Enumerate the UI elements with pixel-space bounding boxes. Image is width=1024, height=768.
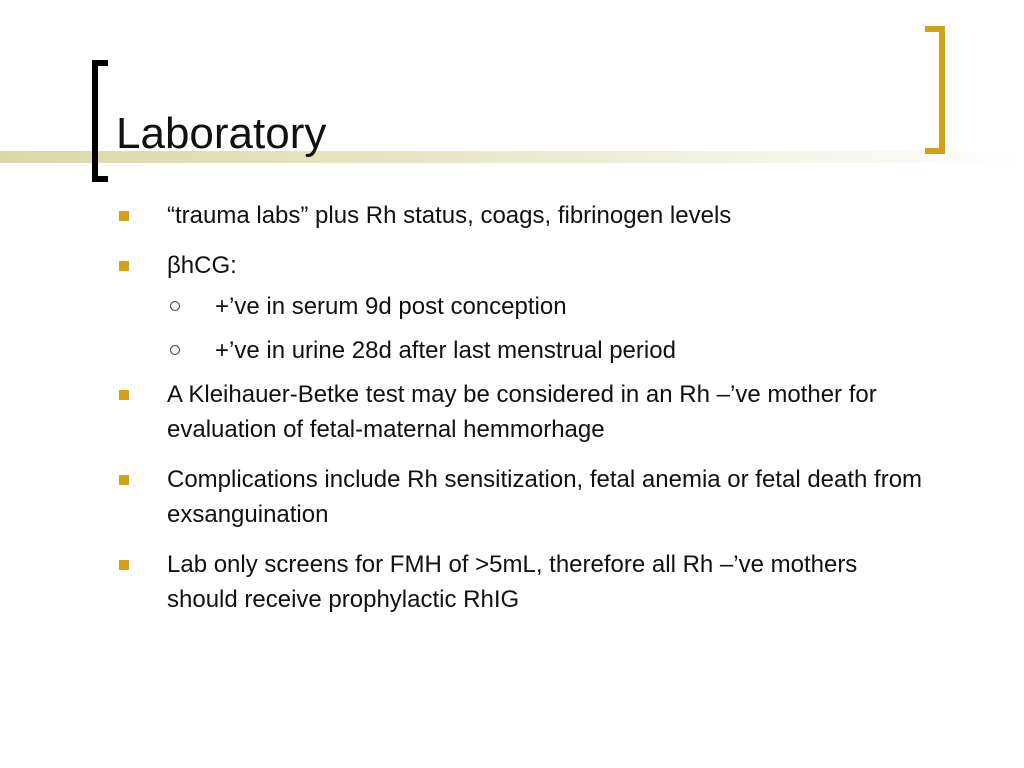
bullet-text: Lab only screens for FMH of >5mL, therefore all Rh –’ve mothers should receive prophylactic RhIG — [167, 551, 858, 613]
bullet-item — [114, 377, 934, 447]
sub-bullet-item — [167, 333, 934, 368]
bullet-text: “trauma labs” plus Rh status, coags, fibrinogen levels — [167, 202, 732, 229]
hollow-circle-bullet-icon — [170, 345, 180, 355]
square-bullet-icon — [119, 261, 129, 271]
left-bracket-decoration — [92, 60, 108, 182]
slide-title: Laboratory — [116, 109, 327, 158]
bullet-text: A Kleihauer-Betke test may be considered in an Rh –’ve mother for evaluation of fetal-maternal hemmorhage — [167, 381, 877, 443]
hollow-circle-bullet-icon — [170, 301, 180, 311]
sub-bullet-text: +’ve in serum 9d post conception — [215, 293, 567, 320]
bullet-text: Complications include Rh sensitization, fetal anemia or fetal death from exsanguination — [167, 466, 923, 528]
bullet-text: βhCG: — [167, 252, 237, 279]
square-bullet-icon — [119, 211, 129, 221]
bullet-item — [114, 248, 934, 368]
sub-bullet-text: +’ve in urine 28d after last menstrual period — [215, 337, 676, 364]
bullet-item — [114, 547, 934, 617]
square-bullet-icon — [119, 475, 129, 485]
square-bullet-icon — [119, 560, 129, 570]
bullet-list — [114, 198, 934, 632]
square-bullet-icon — [119, 390, 129, 400]
bullet-item — [114, 462, 934, 532]
bullet-item — [114, 198, 934, 233]
sub-bullet-list — [167, 289, 934, 368]
sub-bullet-item — [167, 289, 934, 324]
right-bracket-decoration — [925, 26, 945, 154]
